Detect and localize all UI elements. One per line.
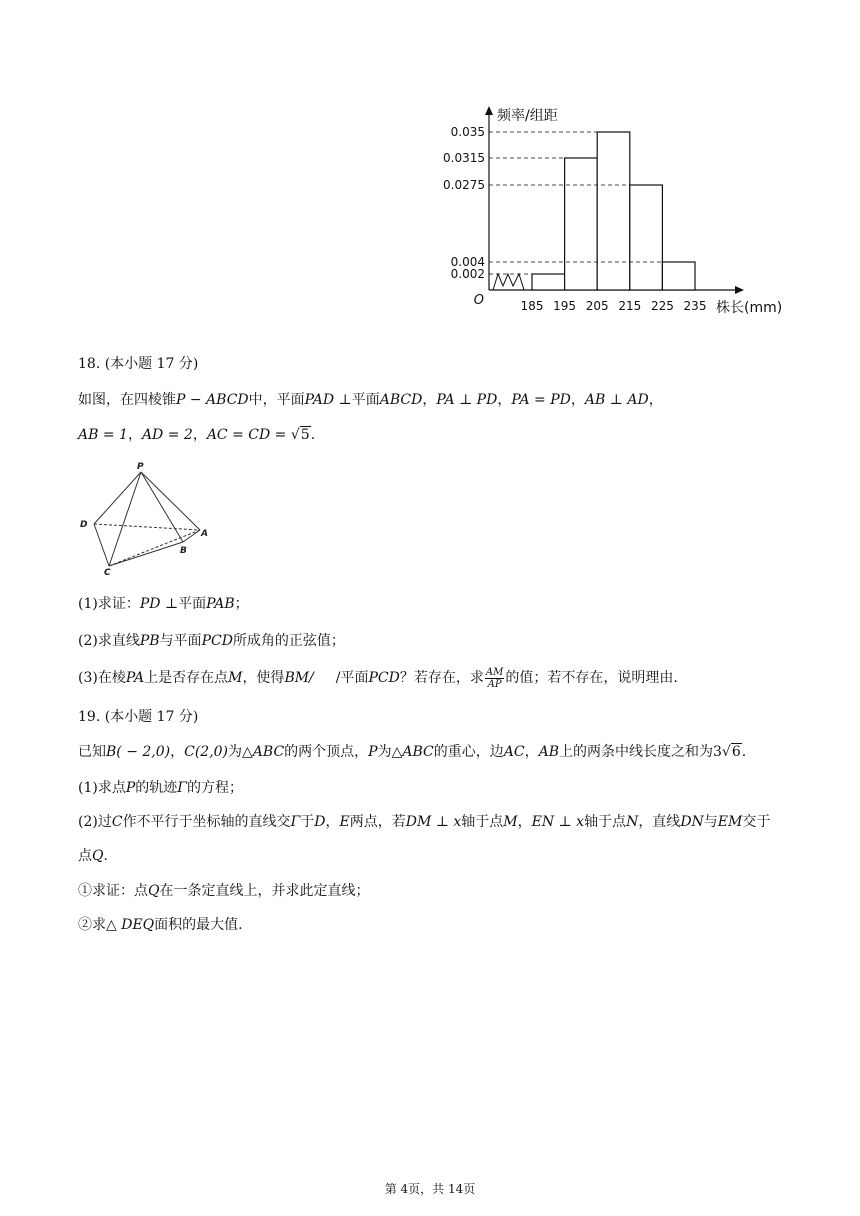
fraction-denominator: AP [487,678,502,690]
edge-CB [109,542,183,566]
q19-math: C [111,814,123,830]
page-footer: 第 4页，共 14页 [384,1182,476,1196]
y-axis-arrow [485,106,493,115]
q19-text: 已知 [78,744,106,760]
q18-part3 [78,666,678,690]
histogram-bars [532,132,695,290]
q18-text: /平面 [335,670,369,686]
q19-math: Γ [177,780,187,796]
q18-text: 如图，在四棱锥 [78,392,176,408]
q19-part2-line2 [78,846,108,866]
q19-text: 交于 [742,814,771,830]
q18-text: ⊥平面 [334,392,380,408]
q19-math: C(2,0) [184,744,229,760]
q18-header: 18. (本小题 17 分) [78,356,199,372]
q19-part1 [78,778,243,798]
q19-math: B( − 2,0) [106,744,171,760]
q19-math: M [503,814,518,830]
sqrt-sign: √ [721,744,731,760]
y-axis-label: 频率/组距 [497,108,558,124]
vertex-label-B: B [180,546,187,556]
q18-text: ？若存在，求 [399,670,484,686]
q19-text: 轴于点 [584,814,627,830]
q18-math: PB [139,633,160,649]
q19-text: 与 [703,814,718,830]
y-tick-label: 0.035 [450,125,485,139]
histogram-bar [662,262,695,290]
q18-math: PCD [201,633,233,649]
q19-math: Q [92,848,104,864]
q18-stem-line1 [78,390,663,410]
fraction-numerator: AM [485,666,504,678]
x-tick-label: 205 [585,299,609,313]
q18-math: PA = PD [511,392,571,408]
q19-math: AB [538,744,559,760]
q18-part1 [78,594,249,614]
q18-text: ， [192,427,207,443]
q18-math: M [228,670,243,686]
q19-text: ②求△ [78,917,122,933]
q19-text: ， [325,814,340,830]
q19-text: . [103,848,108,864]
q19-text: . [741,744,747,760]
q18-math: PAD [304,392,335,408]
x-tick-label: 225 [650,299,674,313]
q19-math: DEQ [121,917,155,933]
q18-math: PA ⊥ PD [436,392,498,408]
x-axis-arrow [735,286,744,294]
edge-PC [109,472,141,566]
q18-text: . [310,427,316,443]
q19-text: 轴于点 [461,814,504,830]
frequency-histogram [420,100,800,325]
q19-text: 为△ [228,744,253,760]
q18-math: AB ⊥ AD [584,392,649,408]
q19-stem [78,742,746,762]
q18-text: ，使得 [242,670,285,686]
q18-math: P − ABCD [176,392,249,408]
histogram-bar [532,274,565,290]
q19-text: ，直线 [638,814,681,830]
vertex-label-C: C [104,568,111,578]
q19-text: 的重心，边 [433,744,504,760]
q19-text: 面积的最大值. [154,917,243,933]
q18-math: PD [139,596,161,612]
histogram-bar [565,158,598,290]
q19-math: DN [680,814,704,830]
x-tick-labels [521,299,707,313]
q19-text: (2)过 [78,814,112,830]
y-tick-label: 0.0315 [443,151,485,165]
sqrt-radicand: 6 [731,744,741,760]
q18-text: 所成角的正弦值； [232,633,345,649]
q18-text: ， [497,392,512,408]
sqrt-radicand: 5 [300,427,310,443]
q18-text: ， [648,392,663,408]
q18-text: 的值；若不存在，说明理由. [505,670,678,686]
q18-text: ， [422,392,437,408]
q19-text: 的方程； [186,780,243,796]
x-axis-label: 株长(mm) [716,300,783,316]
q19-math: DM ⊥ x [405,814,462,830]
q18-text: (1)求证： [78,596,140,612]
q19-math: Γ [290,814,301,830]
y-tick-label: 0.002 [450,267,485,281]
q19-text: 上的两条中线长度之和为 [558,744,713,760]
y-tick-label: 0.0275 [443,178,485,192]
q19-math: Q [148,883,160,899]
q19-math: N [626,814,639,830]
q19-math: E [339,814,350,830]
q19-header: 19. (本小题 17 分) [78,709,199,725]
q19-text: 在一条定直线上，并求此定直线； [159,883,370,899]
fraction-am-ap [485,667,504,690]
q19-text: 的轨迹 [135,780,178,796]
q19-math: EN ⊥ x [531,814,585,830]
histogram-bar [630,185,663,290]
q18-math: AD = 2 [141,427,193,443]
q19-text: (1)求点 [78,780,126,796]
q18-part2 [78,631,345,651]
x-tick-label: 235 [683,299,707,313]
q19-part2-line1 [78,812,770,832]
edge-DC [94,524,109,566]
q18-math: BM/ [284,670,314,686]
edge-DA-hidden [94,524,200,530]
q19-text: 点 [78,848,92,864]
origin-label: O [473,293,484,308]
q19-number: 3 [712,744,722,760]
q18-math: PAB [206,596,235,612]
q19-text: 的两个顶点， [284,744,369,760]
vertex-label-D: D [80,520,88,530]
q19-math: ABC [252,744,285,760]
q18-math: PA [125,670,145,686]
q19-math: D [314,814,326,830]
q18-text: 中，平面 [248,392,305,408]
x-tick-label: 215 [618,299,642,313]
x-tick-label: 195 [553,299,577,313]
q19-text: ①求证：点 [78,883,148,899]
q19-math: ABC [402,744,434,760]
q19-subpart1 [78,881,369,901]
q19-math: P [125,780,136,796]
vertex-label-P: P [137,462,144,472]
q18-math: AB = 1 [78,427,128,443]
edge-PD [94,472,141,524]
axis-break-mark [493,274,524,290]
q19-math: AC [503,744,525,760]
q18-text: 上是否存在点 [144,670,229,686]
q18-text: (3)在棱 [78,670,126,686]
sqrt-sign: √ [290,427,300,443]
q18-math: AC = CD = [206,427,291,443]
q19-text: ， [524,744,539,760]
q19-math: P [368,744,378,760]
x-tick-label: 185 [520,299,544,313]
q19-text: 作不平行于坐标轴的直线交 [122,814,291,830]
q18-text: ， [127,427,142,443]
histogram-bar [597,132,630,290]
pyramid-figure [74,460,224,578]
q18-text: ， [570,392,585,408]
q18-text: ； [234,596,249,612]
q18-math: PCD [368,670,400,686]
q19-text: 两点，若 [349,814,406,830]
q18-math: ABCD [379,392,423,408]
q19-text: ， [517,814,532,830]
q19-subpart2 [78,915,243,935]
q18-text: 与平面 [159,633,202,649]
q18-stem-line2 [78,425,315,445]
q19-text: ， [170,744,185,760]
q19-math: EM [717,814,743,830]
q19-text: 于 [300,814,315,830]
vertex-label-A: A [201,529,208,539]
y-tick-labels [443,125,485,281]
q19-text: 为△ [377,744,403,760]
q18-text: ⊥平面 [160,596,207,612]
y-tick-label: 0.004 [450,255,485,269]
q18-text: (2)求直线 [78,633,140,649]
